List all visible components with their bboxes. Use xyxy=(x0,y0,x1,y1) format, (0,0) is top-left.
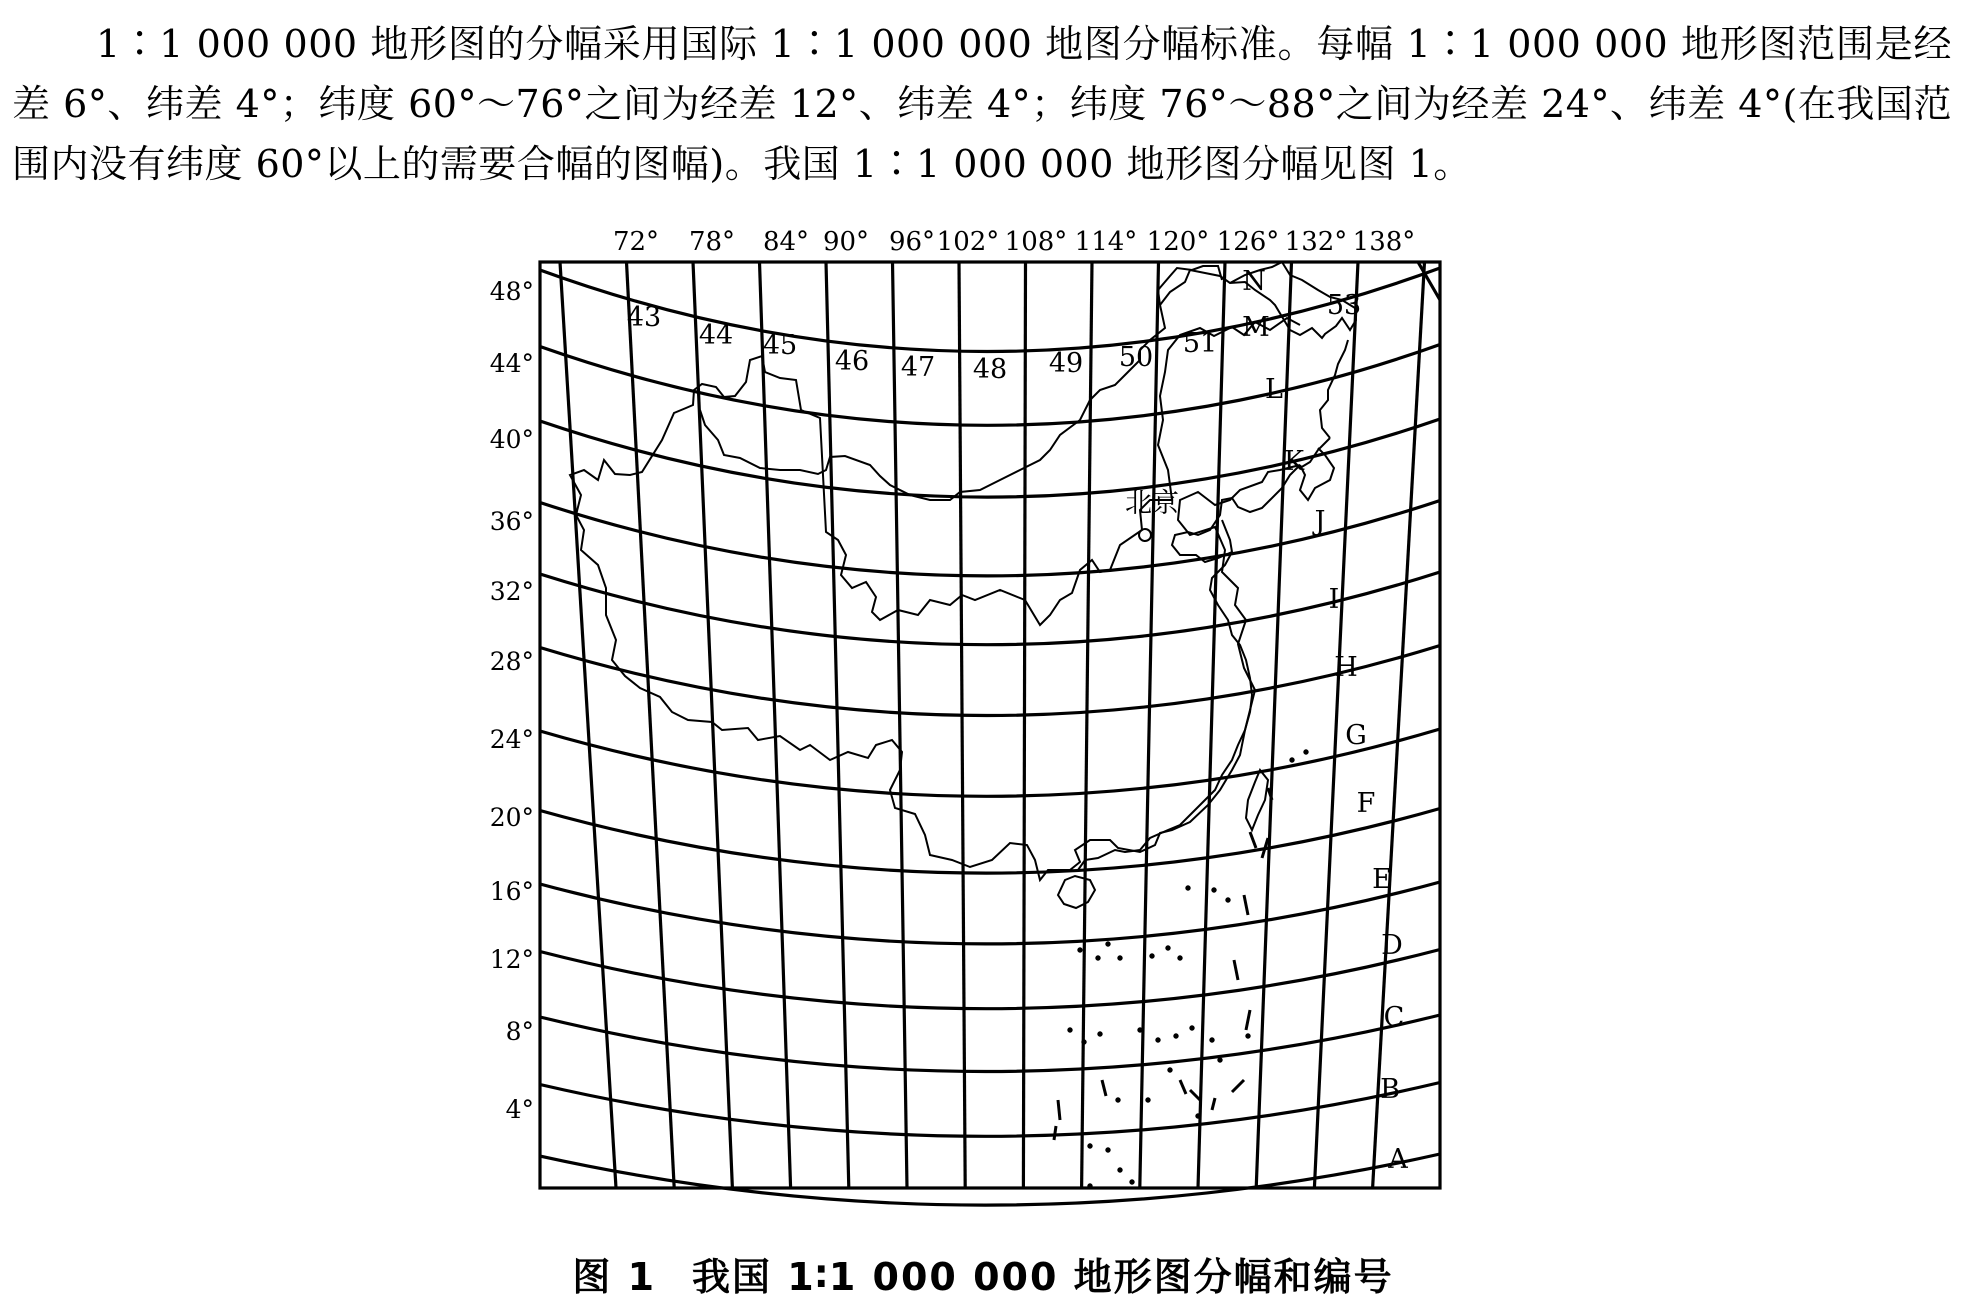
beijing-dot-icon xyxy=(1139,529,1151,541)
latitude-label: 12° xyxy=(489,945,534,974)
island-dot xyxy=(1130,1180,1134,1184)
island-dot xyxy=(1174,1034,1178,1038)
sheet-column-number: 43 xyxy=(626,302,662,333)
parallel-line xyxy=(540,950,1440,1009)
sheet-row-letter: M xyxy=(1242,312,1270,343)
meridian-line xyxy=(1373,262,1425,1188)
sheet-row-letter: D xyxy=(1381,930,1403,961)
island-dot xyxy=(1168,1068,1172,1072)
sheet-column-number: 46 xyxy=(834,346,870,377)
latitude-label: 16° xyxy=(489,877,534,906)
parallel-line xyxy=(540,1083,1440,1137)
sheet-row-letter: K xyxy=(1283,446,1305,477)
latitude-label: 36° xyxy=(489,507,534,536)
longitude-label: 78° xyxy=(688,227,736,257)
sheet-column-number: 51 xyxy=(1182,328,1218,359)
island-dot xyxy=(1068,1028,1072,1032)
longitude-label: 114° xyxy=(1074,227,1138,257)
island-mark xyxy=(1244,895,1248,915)
sheet-column-number: 44 xyxy=(698,320,734,351)
longitude-labels xyxy=(613,227,1415,257)
island-dot xyxy=(1088,1144,1092,1148)
longitude-label: 84° xyxy=(762,227,810,257)
sheet-column-number: 50 xyxy=(1118,342,1154,373)
island-mark xyxy=(1212,1098,1215,1110)
island-dot xyxy=(1138,1028,1142,1032)
island-dot xyxy=(1156,1038,1160,1042)
island-dot xyxy=(1246,1034,1250,1038)
longitude-label: 120° xyxy=(1146,227,1210,257)
longitude-label: 96° xyxy=(888,227,936,257)
island-dot xyxy=(1106,1148,1110,1152)
sheet-row-letter: E xyxy=(1372,864,1392,895)
island-dot xyxy=(1150,954,1154,958)
island-dot xyxy=(1082,1040,1086,1044)
island-dot xyxy=(1098,1032,1102,1036)
meridian-line xyxy=(1140,262,1159,1188)
longitude-label: 132° xyxy=(1284,227,1348,257)
parallel-line xyxy=(540,882,1440,944)
island-dot xyxy=(1196,1114,1200,1118)
map-frame xyxy=(540,262,1440,1188)
latitude-label: 8° xyxy=(505,1017,534,1046)
sheet-row-letter: I xyxy=(1328,584,1340,615)
latitude-label: 44° xyxy=(489,349,534,378)
latitude-label: 28° xyxy=(489,647,534,676)
sheet-row-letter: N xyxy=(1242,266,1266,297)
latitude-label: 48° xyxy=(489,277,534,306)
sheet-row-letter: H xyxy=(1334,652,1358,683)
parallel-line xyxy=(540,646,1440,716)
island-mark xyxy=(1250,832,1256,848)
island-mark xyxy=(1180,1080,1186,1094)
island-dot xyxy=(1096,956,1100,960)
sheet-column-number: 49 xyxy=(1048,348,1084,379)
island-mark xyxy=(1054,1126,1056,1140)
island-dot xyxy=(1290,758,1294,762)
meridian-line xyxy=(893,262,908,1188)
coastline-east xyxy=(1078,465,1300,870)
island-mark xyxy=(1058,1100,1060,1120)
island-mark xyxy=(1232,1080,1244,1092)
longitude-label: 108° xyxy=(1004,227,1068,257)
island-dot xyxy=(1116,1098,1120,1102)
longitude-label: 126° xyxy=(1216,227,1280,257)
figure-caption-text: 我国 1∶1 000 000 地形图分幅和编号 xyxy=(692,1255,1394,1299)
island-dot xyxy=(1304,750,1308,754)
beijing-label: 北京 xyxy=(1125,488,1179,519)
island-mark xyxy=(1102,1080,1106,1096)
parallel-line xyxy=(540,809,1440,874)
sheet-row-letter: A xyxy=(1388,1144,1408,1175)
sheet-column-number: 47 xyxy=(900,352,936,383)
intro-text: 1∶1 000 000 地形图的分幅采用国际 1∶1 000 000 地图分幅标准。每幅 1∶1 000 000 地形图范围是经差 6°、纬差 4°；纬度 60°～76°之间为经差 12°、纬差 4°；纬度 76°～88°之间为经差 24°、纬差 4°(在我国范围内没有纬度 60°以上的需要合幅的图幅)。我国 1∶1 000 000 地形图分幅见图 1。 xyxy=(12,22,1952,186)
island-mark xyxy=(1246,1010,1250,1030)
island-dot xyxy=(1210,1038,1214,1042)
parallel-line xyxy=(540,1015,1440,1072)
island-dot xyxy=(1166,946,1170,950)
island-dot xyxy=(1118,956,1122,960)
island-dot xyxy=(1178,956,1182,960)
island-dot xyxy=(1212,888,1216,892)
latitude-label: 40° xyxy=(489,425,534,454)
latitude-label: 20° xyxy=(489,803,534,832)
meridian-line xyxy=(760,262,791,1188)
meridian-line xyxy=(1023,262,1025,1188)
meridian-line xyxy=(826,262,849,1188)
latitude-label: 24° xyxy=(489,725,534,754)
island-dot xyxy=(1146,1098,1150,1102)
sheet-row-letter: F xyxy=(1356,788,1376,819)
longitude-label: 138° xyxy=(1352,227,1416,257)
latitude-label: 32° xyxy=(489,577,534,606)
island-dot xyxy=(1088,1184,1092,1188)
sheet-row-letter: J xyxy=(1314,506,1326,537)
meridian-line xyxy=(959,262,965,1188)
island-dot xyxy=(1186,886,1190,890)
sheet-row-letter: B xyxy=(1380,1074,1400,1105)
parallel-line xyxy=(540,501,1440,576)
sheet-column-number: 45 xyxy=(762,330,798,361)
island-dot xyxy=(1118,1168,1122,1172)
island-dot xyxy=(1190,1026,1194,1030)
hainan-island xyxy=(1058,876,1095,908)
parallel-line xyxy=(540,268,1440,352)
sheet-row-letter: L xyxy=(1265,374,1283,405)
latitude-labels xyxy=(490,277,534,1124)
island-dot xyxy=(1218,1058,1222,1062)
longitude-label: 102° xyxy=(936,227,1000,257)
island-dot xyxy=(1106,942,1110,946)
meridian-line xyxy=(1198,262,1225,1188)
latitude-label: 4° xyxy=(505,1095,534,1124)
meridian-line xyxy=(627,262,675,1188)
island-dot xyxy=(1078,948,1082,952)
sheet-column-number: 53 xyxy=(1326,290,1362,321)
sheet-column-number: 48 xyxy=(972,354,1008,385)
figure-caption xyxy=(0,1246,1966,1301)
graticule xyxy=(540,262,1440,1205)
island-dot xyxy=(1226,898,1230,902)
sheet-row-letter: C xyxy=(1383,1002,1405,1033)
sheet-row-letter: G xyxy=(1345,720,1367,751)
island-mark xyxy=(1234,960,1238,980)
taiwan-island xyxy=(1246,770,1268,830)
longitude-label: 90° xyxy=(822,227,870,257)
parallel-line xyxy=(540,729,1440,796)
parallel-line xyxy=(540,572,1440,645)
figure-caption-number: 图 1 xyxy=(572,1255,657,1299)
meridian-line xyxy=(560,262,616,1188)
longitude-label: 72° xyxy=(612,227,660,257)
island-mark xyxy=(1190,1090,1200,1100)
